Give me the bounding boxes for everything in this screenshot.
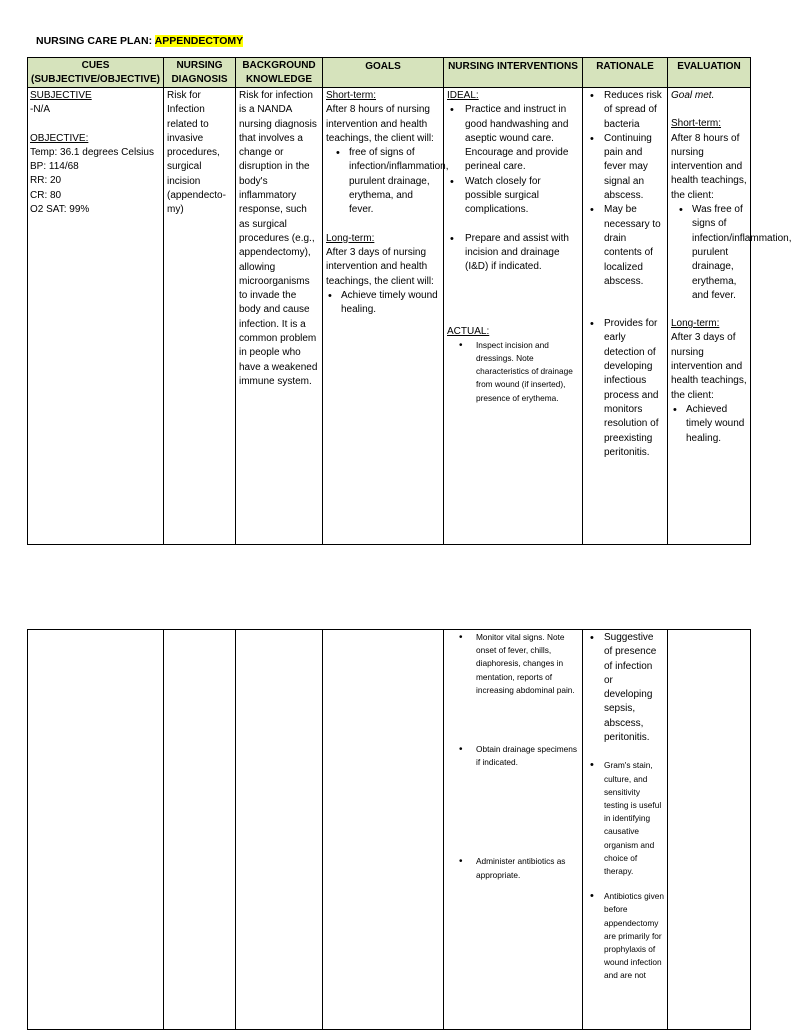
rationale-item: • Continuing pain and fever may signal an abscess.	[586, 132, 664, 203]
table-row	[28, 88, 751, 545]
goals-long-label: Long-term:	[326, 232, 375, 244]
cues-cell	[28, 88, 164, 545]
page-title	[36, 35, 243, 47]
objective-line: RR: 20	[30, 175, 62, 187]
goals-long-text: After 3 days of nursing intervention and health teachings, the client will:	[326, 246, 434, 287]
objective-line: O2 SAT: 99%	[30, 204, 90, 216]
background-cell	[236, 88, 323, 545]
objective-label: OBJECTIVE:	[30, 132, 89, 144]
diagnosis-cell-empty	[164, 630, 236, 1030]
evaluation-short-text: After 8 hours of nursing intervention and health teachings, the client:	[671, 132, 747, 201]
ideal-item: • Prepare and assist with incision and drainage (I&D) if indicated.	[447, 232, 579, 275]
objective-line: Temp: 36.1 degrees Celsius	[30, 146, 154, 158]
interventions-cell	[444, 630, 583, 1030]
diagnosis-cell	[164, 88, 236, 545]
objective-line: CR: 80	[30, 189, 62, 201]
rationale-item: • Suggestive of presence of infection or developing sepsis, abscess, peritonitis.	[586, 631, 664, 745]
rationale-item: • Reduces risk of spread of bacteria	[586, 89, 664, 132]
interventions-cell	[444, 88, 583, 545]
ideal-item: • Watch closely for possible surgical complications.	[447, 175, 579, 218]
subjective-value: -N/A	[30, 104, 50, 116]
subjective-label: SUBJECTIVE	[30, 90, 92, 101]
goals-cell	[323, 88, 449, 545]
goals-long-bullet: • Achieve timely wound healing.	[326, 289, 440, 318]
evaluation-short-bullet: • Was free of signs of infection/inflammation, purulent drainage, erythema, and fever.	[677, 203, 747, 303]
table-row	[28, 630, 751, 1030]
evaluation-cell	[668, 88, 792, 545]
care-plan-table	[27, 57, 792, 545]
header-rationale: RATIONALE	[583, 58, 668, 88]
intervention-item: • Monitor vital signs. Note onset of fever, chills, diaphoresis, changes in mentation, reports of increasing abdominal pain.	[447, 631, 579, 697]
header-goals: GOALS	[323, 58, 444, 88]
ideal-item: • Practice and instruct in good handwashing and aseptic wound care. Encourage and provide perineal care.	[447, 103, 579, 174]
rationale-item: • Gram's stain, culture, and sensitivity testing is useful in identifying causative organism and choice of therapy.	[586, 759, 664, 878]
evaluation-long-label: Long-term:	[671, 318, 720, 330]
care-plan-table-continued	[27, 629, 751, 1030]
evaluation-cell-empty	[668, 630, 751, 1030]
diagnosis-text: Risk for Infection related to invasive procedures, surgical incision (appendecto-my)	[167, 90, 226, 216]
title-prefix: NURSING CARE PLAN:	[36, 35, 155, 47]
cues-cell-empty	[28, 630, 164, 1030]
header-background: BACKGROUND KNOWLEDGE	[236, 58, 323, 88]
goals-short-bullet: • free of signs of infection/inflammation, purulent drainage, erythema, and fever.	[334, 146, 440, 217]
goals-cell-empty	[323, 630, 444, 1030]
header-evaluation: EVALUATION	[668, 58, 751, 88]
goals-short-label: Short-term:	[326, 90, 377, 101]
goals-short-text: After 8 hours of nursing intervention and health teachings, the client will:	[326, 104, 434, 144]
background-text: Risk for infection is a NANDA nursing diagnosis that involves a change or disruption in the body's inflammatory response, such as surgical procedures (e.g., appendectomy), allowing microorganisms to invade the body and cause infection. It is a common problem in people who have a weakened immune system.	[239, 90, 318, 387]
evaluation-short-label: Short-term:	[671, 118, 722, 130]
intervention-item: • Administer antibiotics as appropriate.	[447, 855, 579, 881]
evaluation-status: Goal met.	[671, 90, 715, 101]
header-diagnosis: NURSING DIAGNOSIS	[164, 58, 236, 88]
objective-line: BP: 114/68	[30, 161, 79, 173]
rationale-cell	[583, 630, 668, 1030]
header-cues: CUES (SUBJECTIVE/OBJECTIVE)	[28, 58, 164, 88]
evaluation-long-bullet: • Achieved timely wound healing.	[671, 403, 747, 446]
header-interventions: NURSING INTERVENTIONS	[444, 58, 583, 88]
rationale-item: • Provides for early detection of developing infectious process and monitors resolution of preexisting peritonitis.	[586, 317, 664, 460]
ideal-label: IDEAL:	[447, 90, 479, 101]
rationale-item: • May be necessary to drain contents of localized abscess.	[586, 203, 664, 289]
rationale-cell	[583, 88, 668, 545]
rationale-item: • Antibiotics given before appendectomy are primarily for prophylaxis of wound infection and are not	[586, 890, 664, 982]
title-highlight: APPENDECTOMY	[154, 35, 244, 47]
header-row	[28, 58, 751, 88]
intervention-item: • Obtain drainage specimens if indicated.	[447, 743, 579, 769]
background-cell-empty	[236, 630, 323, 1030]
actual-label: ACTUAL:	[447, 325, 490, 337]
evaluation-long-text: After 3 days of nursing intervention and health teachings, the client:	[671, 332, 747, 401]
actual-item: • Inspect incision and dressings. Note characteristics of drainage from wound (if inserted), presence of erythema.	[447, 339, 579, 405]
